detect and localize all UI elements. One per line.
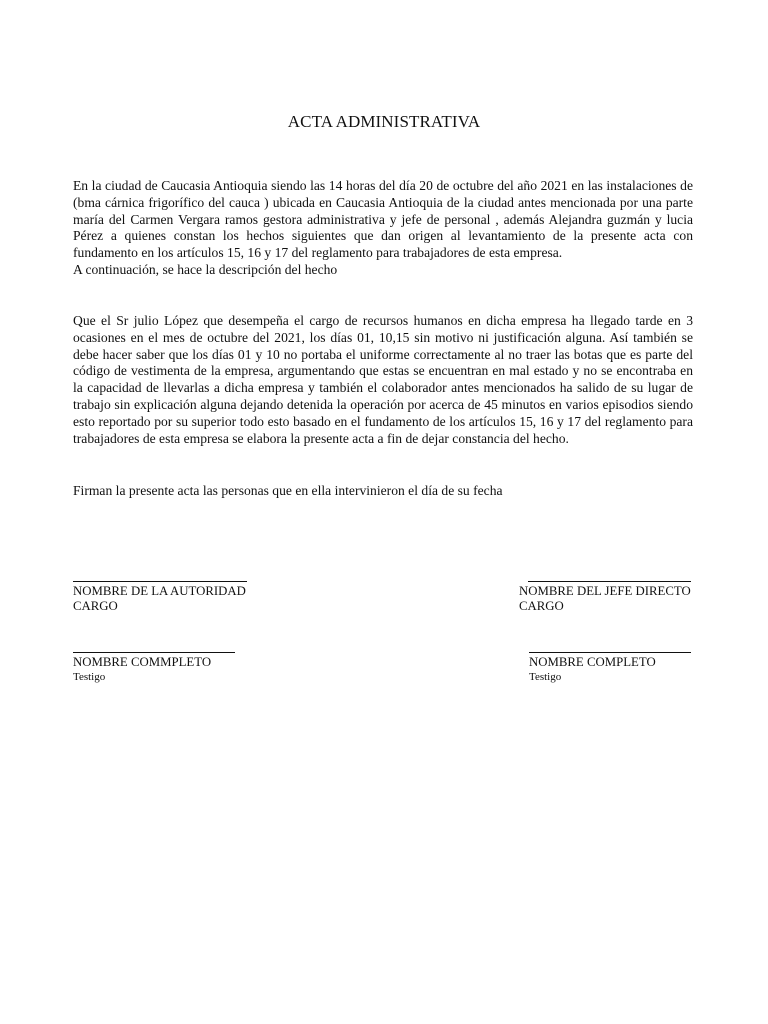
intro-paragraph-text: En la ciudad de Caucasia Antioquia siendo las 14 horas del día 20 de octubre del año 2021 en las instalaciones de (bma cárnica frigorífico del cauca ) ubicada en Caucasia Antioquia de la ciudad antes mencionada por una parte maría del Carmen Vergara ramos gestora administrativa y jefe de personal , además Alejandra guzmán y lucia Pérez a quienes constan los hechos siguientes que dan origen al levantamiento de la presente acta con fundamento en los artículos 15, 16 y 17 del reglamento para trabajadores de esta empresa.: [73, 178, 693, 261]
signature-role-label: Testigo: [529, 671, 562, 683]
signature-role-label: CARGO: [73, 599, 118, 613]
signature-role-label: CARGO: [519, 599, 564, 613]
signature-line: [73, 581, 247, 582]
signature-name-label: NOMBRE DEL JEFE DIRECTO: [519, 584, 691, 598]
intro-paragraph: [73, 178, 693, 279]
signature-name-label: NOMBRE DE LA AUTORIDAD: [73, 584, 246, 598]
document-title: ACTA ADMINISTRATIVA: [287, 112, 481, 131]
signature-block-witness-1: [73, 652, 235, 684]
signature-line: [73, 652, 235, 653]
signature-name-label: NOMBRE COMMPLETO: [73, 655, 212, 669]
closing-paragraph: Firman la presente acta las personas que en ella intervinieron el día de su fecha: [73, 483, 503, 498]
facts-paragraph: Que el Sr julio López que desempeña el cargo de recursos humanos en dicha empresa ha llegado tarde en 3 ocasiones en el mes de octubre del 2021, los días 01, 10,15 sin motivo ni justificación alguna. Así también se debe hacer saber que los días 01 y 10 no portaba el uniforme correctamente al no traer las botas que es parte del código de vestimenta de la empresa, argumentando que estas se encuentran en mal estado y no se encontraba en la capacidad de llevarlas a dicha empresa y también el colaborador antes mencionados ha salido de su lugar de trabajo sin explicación alguna dejando detenida la operación por acerca de 45 minutos en varios episodios siendo esto reportado por su superior todo esto basado en el fundamento de los artículos 15, 16 y 17 del reglamento para trabajadores de esta empresa se elabora la presente acta a fin de dejar constancia del hecho.: [73, 313, 693, 446]
signature-role-label: Testigo: [73, 671, 106, 683]
signature-line: [528, 581, 691, 582]
signature-block-authority: [73, 581, 247, 614]
signature-name-label: NOMBRE COMPLETO: [529, 655, 656, 669]
signature-line: [529, 652, 691, 653]
signature-block-direct-boss: [519, 581, 691, 614]
intro-paragraph-tail: A continuación, se hace la descripción del hecho: [73, 261, 338, 277]
signature-block-witness-2: [529, 652, 691, 684]
